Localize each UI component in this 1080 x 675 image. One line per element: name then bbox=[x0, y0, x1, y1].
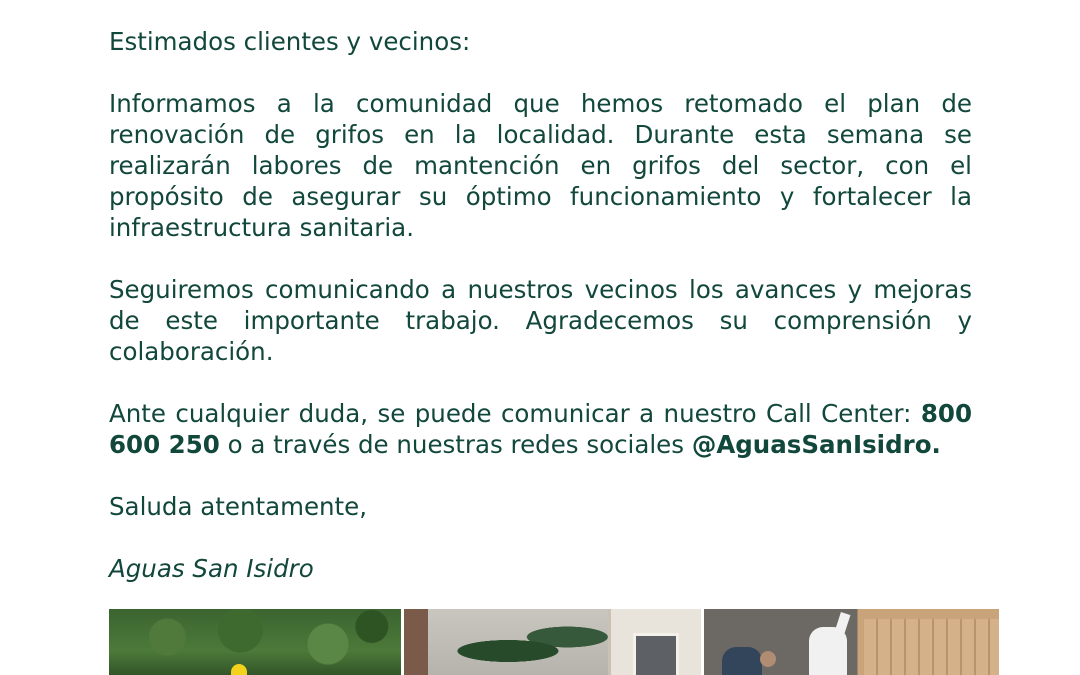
signature: Aguas San Isidro bbox=[109, 554, 314, 583]
worker-image bbox=[722, 647, 762, 675]
letter-body bbox=[109, 26, 972, 615]
photo-tree-house bbox=[404, 609, 701, 675]
worker-head-image bbox=[760, 651, 776, 667]
photo-strip bbox=[109, 609, 999, 675]
hydrant-image bbox=[231, 664, 247, 675]
greeting: Estimados clientes y vecinos: bbox=[109, 27, 471, 56]
window-image bbox=[633, 633, 679, 675]
call-center-number: 800 600 250 bbox=[109, 399, 972, 459]
closing: Saluda atentamente, bbox=[109, 492, 368, 521]
paragraph-contact bbox=[109, 398, 972, 460]
contact-social-text: o a través de nuestras redes sociales bbox=[219, 430, 692, 459]
worker-arm-image bbox=[834, 612, 851, 638]
photo-workers bbox=[704, 609, 999, 675]
social-handle: @AguasSanIsidro. bbox=[691, 430, 941, 459]
paragraph-follow-up: Seguiremos comunicando a nuestros vecinos los avances y mejoras de este importante trabajo. Agradecemos su comprensión y colaboración. bbox=[109, 275, 972, 366]
fence-image bbox=[864, 619, 999, 675]
photo-hydrant-trees bbox=[109, 609, 401, 675]
paragraph-renovation: Informamos a la comunidad que hemos retomado el plan de renovación de grifos en la localidad. Durante esta semana se realizarán labores de mantención en grifos del sector, con el propósito de asegurar su óptimo funcionamiento y fortalecer la infraestructura sanitaria. bbox=[109, 89, 972, 242]
contact-intro-text: Ante cualquier duda, se puede comunicar a nuestro Call Center: bbox=[109, 399, 921, 428]
